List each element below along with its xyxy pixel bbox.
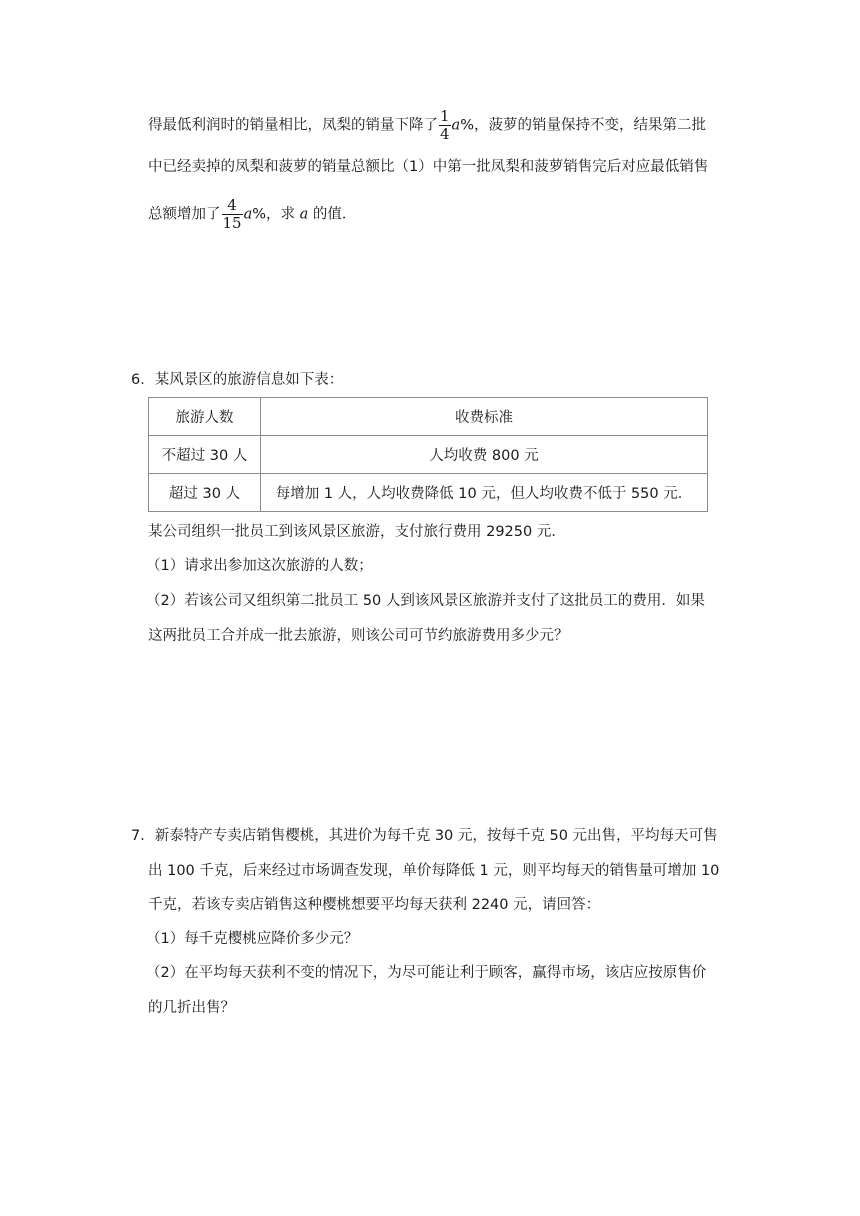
fraction-one-quarter xyxy=(439,108,451,143)
p5-line-2: 中已经卖掉的凤梨和菠萝的销量总额比（1）中第一批凤梨和菠萝销售完后对应最低销售 xyxy=(148,159,709,175)
fraction-denominator: 15 xyxy=(222,214,242,232)
p5-line-3-text-a: 总额增加了 xyxy=(148,206,221,223)
p5-line-1 xyxy=(148,108,706,143)
p6-question-1: （1）请求出参加这次旅游的人数； xyxy=(146,558,373,574)
p7-line-1: 7．新泰特产专卖店销售樱桃，其进价为每千克 30 元，按每千克 50 元出售，平均每天可售 xyxy=(131,828,718,844)
p5-line-1-text-a: 得最低利润时的销量相比，凤梨的销量下降了 xyxy=(148,117,438,134)
p7-question-2-line-2: 的几折出售？ xyxy=(148,1000,235,1016)
table-header-row xyxy=(149,398,708,436)
p7-line-2: 出 100 千克，后来经过市场调查发现，单价每降低 1 元，则平均每天的销售量可增加 10 xyxy=(148,863,720,879)
fraction-denominator: 4 xyxy=(440,125,450,143)
table-row xyxy=(149,474,708,512)
table-header-cell: 收费标准 xyxy=(261,398,708,436)
tourism-info-table xyxy=(148,397,708,512)
table-cell: 不超过 30 人 xyxy=(149,436,261,474)
fraction-numerator: 4 xyxy=(222,197,243,215)
p6-intro: 某公司组织一批员工到该风景区旅游，支付旅行费用 29250 元． xyxy=(148,524,566,540)
p7-question-1: （1）每千克樱桃应降价多少元？ xyxy=(146,931,359,947)
p6-heading: 6．某风景区的旅游信息如下表： xyxy=(131,372,344,388)
p5-line-1-text-b: %，菠萝的销量保持不变，结果第二批 xyxy=(460,117,706,134)
table-row xyxy=(149,436,708,474)
p5-line-3-text-b: %，求 xyxy=(252,206,300,223)
p6-question-2-line-1: （2）若该公司又组织第二批员工 50 人到该风景区旅游并支付了这批员工的费用．如果 xyxy=(146,593,705,609)
variable-a: a xyxy=(243,206,253,223)
p7-question-2-line-1: （2）在平均每天获利不变的情况下，为尽可能让利于顾客，赢得市场，该店应按原售价 xyxy=(146,965,707,981)
table-cell: 人均收费 800 元 xyxy=(261,436,708,474)
table-cell: 超过 30 人 xyxy=(149,474,261,512)
table-header-cell: 旅游人数 xyxy=(149,398,261,436)
variable-a: a xyxy=(299,206,309,223)
p5-line-3-text-c: 的值． xyxy=(308,206,357,223)
p7-line-3: 千克，若该专卖店销售这种樱桃想要平均每天获利 2240 元，请回答： xyxy=(148,897,601,913)
fraction-numerator: 1 xyxy=(440,107,450,125)
variable-a: a xyxy=(451,117,461,134)
p5-line-3 xyxy=(148,197,356,232)
table-cell: 每增加 1 人，人均收费降低 10 元，但人均收费不低于 550 元． xyxy=(261,474,708,512)
p6-question-2-line-2: 这两批员工合并成一批去旅游，则该公司可节约旅游费用多少元？ xyxy=(148,628,569,644)
fraction-four-fifteenths xyxy=(222,197,243,232)
